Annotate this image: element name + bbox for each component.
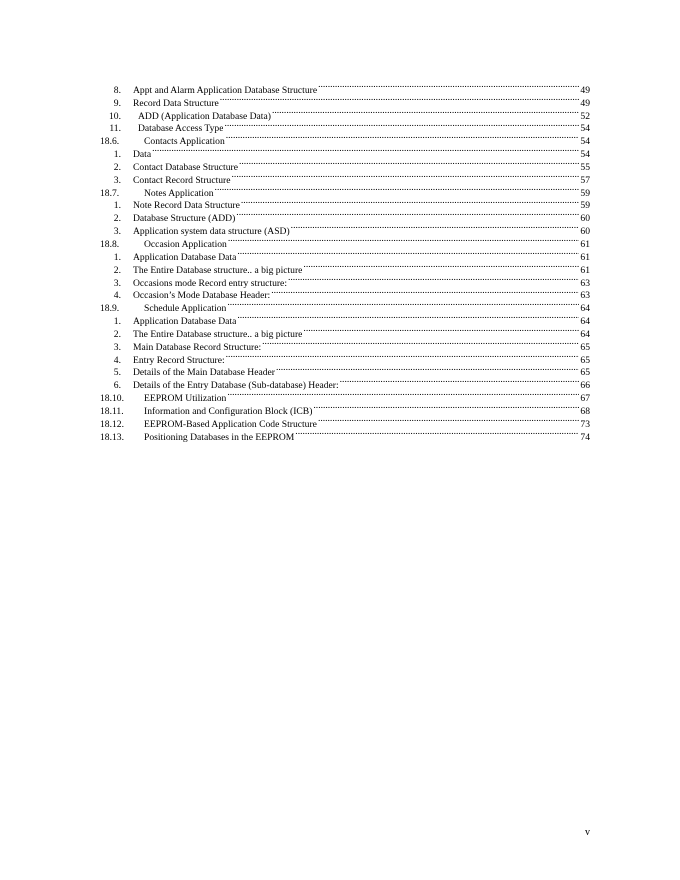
- toc-entry-number: 3.: [113, 277, 121, 289]
- toc-entry-number: 18.10.: [100, 393, 124, 405]
- toc-entry-number: 18.7.: [100, 187, 120, 199]
- toc-entry-page: 55: [580, 161, 590, 173]
- toc-entry-page: 64: [580, 316, 590, 328]
- toc-entry-number: 4.: [113, 354, 121, 366]
- toc-entry-number: 1.: [113, 316, 121, 328]
- toc-entry-title: ADD (Application Database Data): [138, 110, 271, 122]
- toc-entry-title: Contact Database Structure: [133, 161, 238, 173]
- toc-dot-leader: [228, 234, 580, 247]
- toc-entry-page: 61: [580, 251, 590, 263]
- toc-entry-page: 66: [580, 380, 590, 392]
- toc-dot-leader: [272, 106, 579, 119]
- toc-entry-number: 2.: [113, 213, 121, 225]
- toc-dot-leader: [227, 298, 579, 311]
- toc-entry-number: 3.: [113, 174, 121, 186]
- toc-entry-page: 64: [580, 303, 590, 315]
- toc-entry[interactable]: [100, 144, 590, 161]
- toc-entry-page: 67: [580, 393, 590, 405]
- toc-entry-title: The Entire Database structure.. a big picture: [133, 264, 303, 276]
- toc-entry-number: 11.: [109, 123, 121, 135]
- toc-dot-leader: [227, 388, 579, 401]
- toc-dot-leader: [271, 286, 579, 299]
- toc-entry-page: 61: [580, 238, 590, 250]
- toc-entry-number: 2.: [113, 328, 121, 340]
- toc-dot-leader: [318, 414, 579, 427]
- toc-dot-leader: [262, 337, 579, 350]
- table-of-contents: [100, 80, 590, 443]
- toc-entry-title: EEPROM-Based Application Code Structure: [144, 418, 317, 430]
- toc-entry-page: 57: [580, 174, 590, 186]
- toc-entry-title: Details of the Entry Database (Sub-database) Header:: [133, 380, 339, 392]
- toc-entry-number: 9.: [113, 97, 121, 109]
- toc-entry-page: 54: [580, 149, 590, 161]
- toc-entry-title: Database Access Type: [138, 123, 224, 135]
- toc-entry-page: 73: [580, 418, 590, 430]
- toc-entry-page: 60: [580, 213, 590, 225]
- toc-entry-page: 59: [580, 187, 590, 199]
- toc-entry-page: 61: [580, 264, 590, 276]
- toc-entry-number: 5.: [113, 367, 121, 379]
- toc-dot-leader: [303, 260, 579, 273]
- toc-entry-title: Application Database Data: [133, 251, 237, 263]
- toc-dot-leader: [232, 170, 580, 183]
- toc-dot-leader: [276, 363, 579, 376]
- toc-entry-title: Contact Record Structure: [133, 174, 231, 186]
- toc-entry-number: 4.: [113, 290, 121, 302]
- toc-entry-title: Details of the Main Database Header: [133, 367, 275, 379]
- toc-entry-number: 6.: [113, 380, 121, 392]
- toc-entry-title: Application system data structure (ASD): [133, 226, 290, 238]
- toc-entry-number: 8.: [113, 84, 121, 96]
- toc-dot-leader: [295, 427, 579, 440]
- toc-entry-number: 18.13.: [100, 431, 124, 443]
- toc-entry-number: 2.: [113, 264, 121, 276]
- page-number: v: [585, 827, 590, 838]
- toc-entry-title: Database Structure (ADD): [133, 213, 236, 225]
- toc-entry-title: Main Database Record Structure:: [133, 341, 262, 353]
- toc-entry-page: 65: [580, 367, 590, 379]
- toc-entry-number: 2.: [113, 161, 121, 173]
- toc-entry-title: Occasions mode Record entry structure:: [133, 277, 287, 289]
- toc-entry-number: 18.11.: [100, 405, 124, 417]
- toc-entry-title: Information and Configuration Block (ICB): [144, 405, 313, 417]
- toc-entry-title: Notes Application: [144, 187, 214, 199]
- toc-dot-leader: [340, 375, 580, 388]
- toc-entry-title: Appt and Alarm Application Database Structure: [133, 84, 318, 96]
- toc-entry-page: 63: [580, 277, 590, 289]
- toc-entry-number: 3.: [113, 341, 121, 353]
- toc-dot-leader: [237, 311, 579, 324]
- toc-dot-leader: [224, 119, 579, 132]
- toc-dot-leader: [226, 350, 580, 363]
- toc-dot-leader: [220, 93, 580, 106]
- toc-entry-page: 68: [580, 405, 590, 417]
- toc-entry-page: 54: [580, 123, 590, 135]
- toc-entry-page: 52: [580, 110, 590, 122]
- toc-entry-title: Contacts Application: [144, 136, 225, 148]
- toc-entry-page: 63: [580, 290, 590, 302]
- toc-entry-title: The Entire Database structure.. a big picture: [133, 328, 303, 340]
- toc-entry-page: 65: [580, 354, 590, 366]
- toc-entry-page: 64: [580, 328, 590, 340]
- toc-entry-title: Occasion’s Mode Database Header:: [133, 290, 271, 302]
- toc-dot-leader: [318, 80, 579, 93]
- toc-entry-page: 60: [580, 226, 590, 238]
- toc-dot-leader: [241, 196, 580, 209]
- toc-dot-leader: [215, 183, 580, 196]
- toc-dot-leader: [313, 401, 579, 414]
- toc-entry-number: 10.: [109, 110, 121, 122]
- toc-dot-leader: [288, 273, 579, 286]
- toc-dot-leader: [152, 144, 579, 157]
- toc-entry-page: 49: [580, 84, 590, 96]
- toc-entry-page: 54: [580, 136, 590, 148]
- toc-entry-page: 65: [580, 341, 590, 353]
- toc-entry-title: Schedule Application: [144, 303, 227, 315]
- toc-entry-number: 18.9.: [100, 303, 120, 315]
- toc-entry-number: 3.: [113, 226, 121, 238]
- toc-entry-title: EEPROM Utilization: [144, 393, 227, 405]
- toc-entry-number: 1.: [113, 200, 121, 212]
- toc-entry[interactable]: [100, 157, 590, 173]
- toc-entry-page: 74: [580, 431, 590, 443]
- toc-entry-title: Data: [133, 149, 152, 161]
- toc-entry-title: Application Database Data: [133, 316, 237, 328]
- toc-entry-number: 18.12.: [100, 418, 124, 430]
- toc-dot-leader: [237, 247, 579, 260]
- toc-entry-number: 1.: [113, 251, 121, 263]
- toc-entry-title: Entry Record Structure:: [133, 354, 225, 366]
- toc-entry-title: Note Record Data Structure: [133, 200, 240, 212]
- toc-dot-leader: [291, 221, 580, 234]
- toc-entry-page: 49: [580, 97, 590, 109]
- toc-dot-leader: [236, 208, 579, 221]
- toc-entry-title: Positioning Databases in the EEPROM: [144, 431, 295, 443]
- toc-entry-number: 18.6.: [100, 136, 120, 148]
- toc-entry-title: Occasion Application: [144, 238, 227, 250]
- toc-dot-leader: [226, 131, 580, 144]
- toc-entry-number: 1.: [113, 149, 121, 161]
- toc-entry[interactable]: [100, 80, 590, 96]
- toc-dot-leader: [239, 157, 579, 170]
- toc-entry-title: Record Data Structure: [133, 97, 219, 109]
- toc-dot-leader: [303, 324, 579, 337]
- toc-entry-page: 59: [580, 200, 590, 212]
- toc-entry-number: 18.8.: [100, 238, 120, 250]
